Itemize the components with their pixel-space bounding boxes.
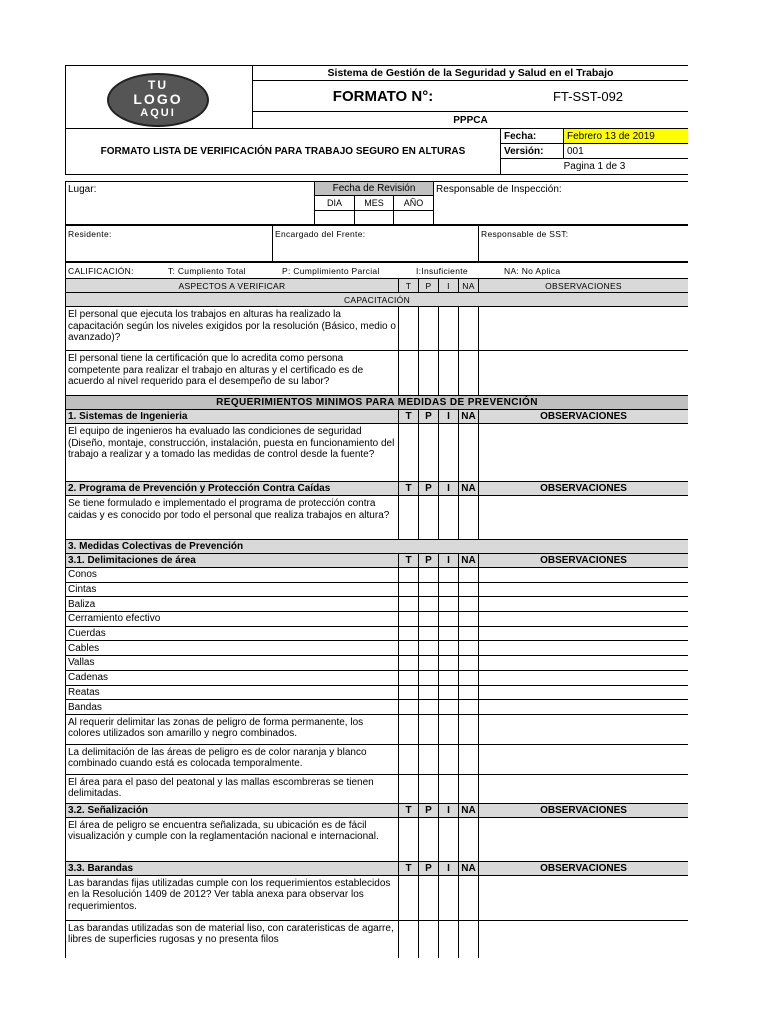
t-cell[interactable]	[399, 626, 419, 641]
na-cell[interactable]	[459, 670, 479, 685]
na-cell[interactable]	[459, 641, 479, 656]
logo-cell	[66, 66, 253, 129]
t-cell[interactable]	[399, 351, 419, 396]
observaciones-cell[interactable]	[479, 612, 689, 627]
checklist-row: Al requerir delimitar las zonas de peligro de forma permanente, los colores utilizados son amarillo y negro combinados.	[66, 714, 689, 744]
checklist-row	[66, 597, 689, 612]
na-cell[interactable]	[459, 597, 479, 612]
mes-label: MES	[355, 196, 394, 211]
checklist-row	[66, 670, 689, 685]
checklist-table	[65, 262, 688, 958]
encargado-field[interactable]: Encargado del Frente:	[273, 226, 479, 262]
delimitaciones-list	[66, 568, 689, 715]
t-cell[interactable]	[399, 307, 419, 351]
checklist-row	[66, 641, 689, 656]
p-cell[interactable]	[419, 817, 439, 861]
i-cell[interactable]	[439, 568, 459, 583]
checklist-row: El área para el paso del peatonal y las mallas escombreras se tienen delimitadas.	[66, 774, 689, 803]
observaciones-cell[interactable]	[479, 685, 689, 700]
t-cell[interactable]	[399, 714, 419, 744]
i-cell[interactable]	[439, 656, 459, 671]
fecha-label: Fecha:	[501, 129, 564, 144]
t-cell[interactable]	[399, 700, 419, 715]
t-cell[interactable]	[399, 656, 419, 671]
fecha-value: Febrero 13 de 2019	[564, 129, 689, 144]
anio-label: AÑO	[394, 196, 434, 211]
p-cell[interactable]	[419, 774, 439, 803]
p-cell[interactable]	[419, 351, 439, 396]
na-cell[interactable]	[459, 817, 479, 861]
observaciones-cell[interactable]	[479, 714, 689, 744]
section-title: 3. Medidas Colectivas de Prevención	[66, 540, 689, 554]
checklist-row: El equipo de ingenieros ha evaluado las condiciones de seguridad (Diseño, montaje, construcción, instalación, puesta en funcionamiento del trabajo a realizar y a tomado las medidas de control desde la fuente?	[66, 424, 689, 482]
na-cell[interactable]	[459, 685, 479, 700]
item-label: Baliza	[66, 597, 399, 612]
item-label: Vallas	[66, 656, 399, 671]
capacitacion-title: CAPACITACIÓN	[66, 293, 689, 307]
observaciones-cell[interactable]	[479, 656, 689, 671]
na-cell[interactable]	[459, 424, 479, 482]
t-cell[interactable]	[399, 568, 419, 583]
anio-input[interactable]	[394, 211, 434, 225]
p-cell[interactable]	[419, 307, 439, 351]
section-header: 1. Sistemas de Ingenieria T P I NA OBSERVACIONES	[66, 410, 689, 424]
pagina-label: Pagina 1 de 3	[501, 159, 689, 175]
observaciones-cell[interactable]	[479, 568, 689, 583]
t-cell[interactable]	[399, 670, 419, 685]
observaciones-cell[interactable]	[479, 641, 689, 656]
mes-input[interactable]	[355, 211, 394, 225]
checklist-row	[66, 582, 689, 597]
na-cell[interactable]	[459, 920, 479, 958]
p-cell[interactable]	[419, 700, 439, 715]
t-cell[interactable]	[399, 875, 419, 920]
item-label: Cables	[66, 641, 399, 656]
i-cell[interactable]	[439, 875, 459, 920]
na-cell[interactable]	[459, 774, 479, 803]
version-value: 001	[564, 144, 689, 159]
i-cell[interactable]	[439, 582, 459, 597]
checklist-row: El personal tiene la certificación que lo acredita como persona competente para realizar el trabajo en alturas y el certificado es de acuerdo al nivel requerido para el desempeño de su labor?	[66, 351, 689, 396]
item-label: Cadenas	[66, 670, 399, 685]
na-cell[interactable]	[459, 626, 479, 641]
requerimientos-title: REQUERIMIENTOS MINIMOS PARA MEDIDAS DE PREVENCIÓN	[66, 396, 689, 410]
na-cell[interactable]	[459, 714, 479, 744]
t-cell[interactable]	[399, 774, 419, 803]
observaciones-cell[interactable]	[479, 875, 689, 920]
item-label: Conos	[66, 568, 399, 583]
dia-label: DIA	[315, 196, 355, 211]
observaciones-cell[interactable]	[479, 307, 689, 351]
i-cell[interactable]	[439, 670, 459, 685]
p-cell[interactable]	[419, 685, 439, 700]
i-cell[interactable]	[439, 307, 459, 351]
i-cell[interactable]	[439, 612, 459, 627]
form-title: FORMATO LISTA DE VERIFICACIÓN PARA TRABAJO SEGURO EN ALTURAS	[66, 129, 501, 175]
formato-label: FORMATO N°:	[332, 87, 434, 105]
p-cell[interactable]	[419, 424, 439, 482]
observaciones-cell[interactable]	[479, 582, 689, 597]
p-cell[interactable]	[419, 670, 439, 685]
version-label: Versión:	[501, 144, 564, 159]
na-cell[interactable]	[459, 307, 479, 351]
checklist-row	[66, 612, 689, 627]
checklist-row: Se tiene formulado e implementado el programa de protección contra caidas y es conocido por todo el personal que realiza trabajos en altura?	[66, 496, 689, 540]
t-cell[interactable]	[399, 496, 419, 540]
na-cell[interactable]	[459, 744, 479, 774]
i-cell[interactable]	[439, 774, 459, 803]
i-cell[interactable]	[439, 685, 459, 700]
na-cell[interactable]	[459, 582, 479, 597]
item-label: Reatas	[66, 685, 399, 700]
na-cell[interactable]	[459, 875, 479, 920]
pppca-label: PPPCA	[253, 112, 689, 129]
i-cell[interactable]	[439, 700, 459, 715]
p-cell[interactable]	[419, 568, 439, 583]
p-cell[interactable]	[419, 612, 439, 627]
checklist-sheet	[65, 65, 688, 958]
i-cell[interactable]	[439, 714, 459, 744]
responsable-sst-field[interactable]: Responsable de SST:	[479, 226, 689, 262]
system-title: Sistema de Gestión de la Seguridad y Salud en el Trabajo	[253, 66, 689, 81]
item-label: Cerramiento efectivo	[66, 612, 399, 627]
p-cell[interactable]	[419, 744, 439, 774]
people-table	[65, 225, 688, 262]
observaciones-cell[interactable]	[479, 817, 689, 861]
na-cell[interactable]	[459, 656, 479, 671]
t-cell[interactable]	[399, 817, 419, 861]
t-cell[interactable]	[399, 582, 419, 597]
i-cell[interactable]	[439, 626, 459, 641]
i-cell[interactable]	[439, 496, 459, 540]
dia-input[interactable]	[315, 211, 355, 225]
na-cell[interactable]	[459, 612, 479, 627]
t-cell[interactable]	[399, 685, 419, 700]
t-cell[interactable]	[399, 744, 419, 774]
section-header: 3.3. Barandas T P I NA OBSERVACIONES	[66, 861, 689, 875]
p-cell[interactable]	[419, 641, 439, 656]
t-cell[interactable]	[399, 612, 419, 627]
observaciones-cell[interactable]	[479, 626, 689, 641]
observaciones-cell[interactable]	[479, 670, 689, 685]
checklist-row: El personal que ejecuta los trabajos en alturas ha realizado la capacitación según los niveles exigidos por la resolución (Básico, medio o avanzado)?	[66, 307, 689, 351]
checklist-row	[66, 626, 689, 641]
i-cell[interactable]	[439, 641, 459, 656]
checklist-row: El área de peligro se encuentra señalizada, su ubicación es de fácil visualización y cumple con la reglamentación nacional e internacional.	[66, 817, 689, 861]
p-cell[interactable]	[419, 714, 439, 744]
i-cell[interactable]	[439, 351, 459, 396]
i-cell[interactable]	[439, 817, 459, 861]
p-cell[interactable]	[419, 582, 439, 597]
checklist-row	[66, 656, 689, 671]
observaciones-cell[interactable]	[479, 424, 689, 482]
company-logo: TU LOGO AQUI	[107, 73, 209, 127]
na-cell[interactable]	[459, 568, 479, 583]
checklist-row	[66, 568, 689, 583]
na-cell[interactable]	[459, 496, 479, 540]
columns-header: ASPECTOS A VERIFICAR T P I NA OBSERVACIONES	[66, 279, 689, 293]
observaciones-cell[interactable]	[479, 774, 689, 803]
na-cell[interactable]	[459, 351, 479, 396]
item-label: Cintas	[66, 582, 399, 597]
responsable-inspeccion-field[interactable]: Responsable de Inspección:	[434, 182, 688, 225]
fecha-revision-label: Fecha de Revisión	[315, 182, 434, 196]
item-label: Bandas	[66, 700, 399, 715]
info-table	[65, 181, 688, 225]
observaciones-cell[interactable]	[479, 744, 689, 774]
na-cell[interactable]	[459, 700, 479, 715]
observaciones-cell[interactable]	[479, 920, 689, 958]
t-cell[interactable]	[399, 424, 419, 482]
i-cell[interactable]	[439, 744, 459, 774]
t-cell[interactable]	[399, 597, 419, 612]
p-cell[interactable]	[419, 597, 439, 612]
checklist-row	[66, 700, 689, 715]
p-cell[interactable]	[419, 626, 439, 641]
calificacion-row: CALIFICACIÓN: T: Cumpliento Total P: Cumplimiento Parcial I:Insuficiente NA: No Aplica	[66, 263, 689, 279]
observaciones-cell[interactable]	[479, 351, 689, 396]
section-header: 2. Programa de Prevención y Protección Contra Caídas T P I NA OBSERVACIONES	[66, 482, 689, 496]
checklist-row	[66, 685, 689, 700]
residente-field[interactable]: Residente:	[66, 226, 273, 262]
observaciones-cell[interactable]	[479, 597, 689, 612]
i-cell[interactable]	[439, 920, 459, 958]
section-header: 3.1. Delimitaciones de área T P I NA OBSERVACIONES	[66, 554, 689, 568]
item-label: Cuerdas	[66, 626, 399, 641]
i-cell[interactable]	[439, 424, 459, 482]
p-cell[interactable]	[419, 496, 439, 540]
i-cell[interactable]	[439, 597, 459, 612]
header-table	[65, 65, 688, 175]
checklist-row: Las barandas utilizadas son de material liso, con carateristicas de agarre, libres de superficies rugosas y no presenta filos	[66, 920, 689, 958]
p-cell[interactable]	[419, 656, 439, 671]
observaciones-cell[interactable]	[479, 496, 689, 540]
t-cell[interactable]	[399, 641, 419, 656]
observaciones-cell[interactable]	[479, 700, 689, 715]
p-cell[interactable]	[419, 920, 439, 958]
checklist-row: La delimitación de las áreas de peligro es de color naranja y blanco combinado cuando está es colocada temporalmente.	[66, 744, 689, 774]
lugar-field[interactable]: Lugar:	[66, 182, 315, 225]
section-header: 3.2. Señalización T P I NA OBSERVACIONES	[66, 803, 689, 817]
checklist-row: Las barandas fijas utilizadas cumple con los requerimientos establecidos en la Resolución 1409 de 2012? Ver tabla anexa para observar los requerimientos.	[66, 875, 689, 920]
p-cell[interactable]	[419, 875, 439, 920]
formato-code: FT-SST-092	[552, 88, 624, 104]
t-cell[interactable]	[399, 920, 419, 958]
